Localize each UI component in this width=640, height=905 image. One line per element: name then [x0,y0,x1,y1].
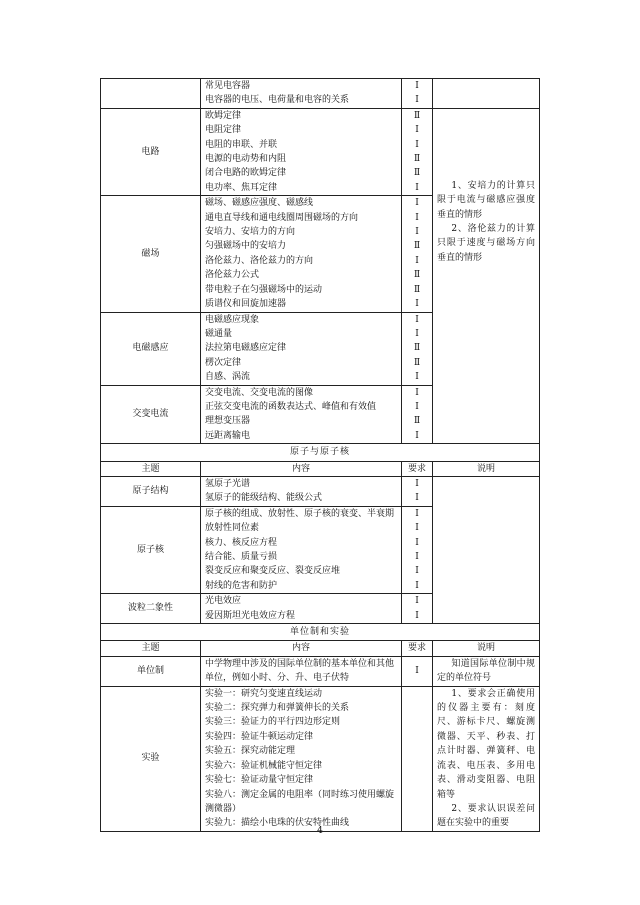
level-cell [402,385,433,444]
header-note: 说明 [433,461,540,476]
level-item: Ⅰ [415,328,419,339]
content-item: 实验七：验证动量守恒定律 [205,775,314,786]
content-item: 磁通量 [205,328,233,339]
content-item: 洛伦兹力、洛伦兹力的方向 [205,255,314,266]
header-note: 说明 [433,641,540,656]
level-item: Ⅰ [415,255,419,266]
section-title-row [101,444,540,461]
syllabus-table [100,78,540,832]
level-item: Ⅱ [413,110,421,121]
content-item: 核力、核反应方程 [205,537,278,548]
topic-cell: 电磁感应 [101,312,201,385]
level-item: Ⅰ [415,227,419,238]
level-item: Ⅰ [415,596,419,607]
content-item: 通电直导线和通电线圈周围磁场的方向 [205,212,359,223]
header-row [101,461,540,476]
section-title: 原子与原子核 [101,444,540,461]
content-cell [201,312,402,385]
content-cell [201,506,402,593]
table-row [101,656,540,686]
level-cell [402,594,433,624]
content-item: 电容器的电压、电荷量和电容的关系 [205,95,350,106]
level-item: Ⅰ [415,81,419,92]
content-item: 氢原子光谱 [205,478,251,489]
note-cell [433,79,540,109]
topic-cell: 原子核 [101,506,201,593]
content-item: 实验三：验证力的平行四边形定则 [205,717,341,728]
level-item: Ⅰ [415,537,419,548]
content-cell [201,594,402,624]
topic-cell: 磁场 [101,196,201,312]
level-item: Ⅰ [415,372,419,383]
content-item: 光电效应 [205,596,242,607]
level-cell [402,108,433,195]
level-item: Ⅰ [415,387,419,398]
syllabus-sheet [100,78,539,832]
level-item: Ⅰ [415,125,419,136]
note-cell [433,108,540,443]
level-cell [402,312,433,385]
table-row [101,476,540,506]
note-paragraph: 2、要求认识误差问题在实验中的重要 [437,803,535,829]
content-item: 交变电流、交变电流的图像 [205,387,314,398]
content-item: 带电粒子在匀强磁场中的运动 [205,284,323,295]
content-item: 电源的电动势和内阻 [205,154,287,165]
header-content: 内容 [201,641,402,656]
topic-cell: 电路 [101,108,201,195]
topic-cell: 实验 [101,686,201,831]
table-row [101,686,540,831]
level-cell [402,476,433,506]
content-item: 实验八：测定金属的电阻率（同时练习使用螺旋测微器） [205,789,395,814]
level-item: Ⅰ [415,566,419,577]
level-item: Ⅰ [415,212,419,223]
header-topic: 主题 [101,641,201,656]
content-item: 电阻定律 [205,125,242,136]
level-cell [402,506,433,593]
level-item: Ⅰ [415,430,419,441]
content-item: 原子核的组成、放射性、原子核的衰变、半衰期 [205,508,395,519]
syllabus-table-body [101,79,540,832]
level-cell [402,686,433,831]
content-item: 常见电容器 [205,81,251,91]
level-item: Ⅰ [415,523,419,534]
content-cell [201,79,402,109]
level-item: Ⅰ [415,508,419,519]
content-item: 安培力、安培力的方向 [205,227,296,238]
content-item: 磁场、磁感应强度、磁感线 [205,198,314,209]
content-item: 实验九：描绘小电珠的伏安特性曲线 [205,818,350,829]
level-cell [402,196,433,312]
topic-cell [101,79,201,109]
level-cell: Ⅰ [402,656,433,686]
content-item: 中学物理中涉及的国际单位制的基本单位和其他单位，例如小时、分、升、电子伏特 [205,658,395,684]
level-item: Ⅱ [413,154,421,165]
level-item: Ⅰ [415,299,419,310]
level-item: Ⅰ [415,401,419,412]
header-topic: 主题 [101,461,201,476]
content-item: 实验一：研究匀变速直线运动 [205,688,323,699]
content-item: 射线的危害和防护 [205,580,278,591]
content-cell [201,656,402,686]
header-row [101,641,540,656]
content-item: 理想变压器 [205,416,251,427]
level-item: Ⅱ [413,284,421,295]
level-item: Ⅰ [415,478,419,489]
level-item: Ⅰ [415,580,419,591]
level-item: Ⅰ [415,610,419,621]
content-item: 电磁感应现象 [205,314,260,325]
content-cell [201,385,402,444]
level-item: Ⅰ [415,552,419,562]
note-paragraph: 1、要求会正确使用的仪器主要有：刻度尺、游标卡尺、螺旋测微器、天平、秒表、打点计时器、弹簧秤、电流表、电压表、多用电表、滑动变阻器、电阻箱等 [437,688,535,800]
content-item: 电功率、焦耳定律 [205,182,278,193]
level-item: Ⅱ [413,343,421,354]
note-paragraph: 知道国际单位制中规定的单位符号 [437,658,535,684]
note-cell [433,476,540,623]
content-item: 远距离输电 [205,430,251,441]
header-content: 内容 [201,461,402,476]
content-item: 法拉第电磁感应定律 [205,343,287,354]
content-item: 放射性同位素 [205,523,260,534]
level-item: Ⅰ [415,139,419,150]
content-item: 裂变反应和聚变反应、裂变反应堆 [205,566,341,577]
level-item: Ⅰ [415,493,419,504]
topic-cell: 波粒二象性 [101,594,201,624]
content-item: 实验四：验证牛顿运动定律 [205,731,314,742]
content-item: 正弦交变电流的函数表达式、峰值和有效值 [205,401,377,412]
table-row [101,79,540,109]
header-level: 要求 [402,461,433,476]
content-item: 电阻的串联、并联 [205,139,278,150]
level-item: Ⅰ [415,198,419,209]
level-item: Ⅰ [415,182,419,193]
content-item: 结合能、质量亏损 [205,552,278,562]
content-cell [201,108,402,195]
level-item: Ⅰ [415,95,419,106]
level-item: Ⅱ [413,168,421,179]
note-paragraph: 2、洛伦兹力的计算只限于速度与磁场方向垂直的情形 [437,224,535,263]
content-item: 氢原子的能级结构、能级公式 [205,493,323,504]
section-title: 单位制和实验 [101,624,540,641]
content-item: 匀强磁场中的安培力 [205,241,287,252]
table-row [101,108,540,195]
content-item: 实验五：探究动能定理 [205,746,296,757]
content-item: 实验二：探究弹力和弹簧伸长的关系 [205,703,350,714]
content-item: 实验六：验证机械能守恒定律 [205,760,323,771]
page-number: 4 [317,826,323,836]
note-cell [433,686,540,831]
content-item: 质谱仪和回旋加速器 [205,299,287,310]
topic-cell: 原子结构 [101,476,201,506]
content-item: 欧姆定律 [205,110,242,121]
level-item: Ⅱ [413,357,421,368]
level-item: Ⅱ [413,241,421,252]
content-item: 自感、涡流 [205,372,251,383]
topic-cell: 交变电流 [101,385,201,444]
note-cell [433,656,540,686]
content-item: 楞次定律 [205,357,242,368]
content-cell [201,476,402,506]
content-cell [201,686,402,831]
section-title-row [101,624,540,641]
level-item: Ⅱ [413,270,421,281]
header-level: 要求 [402,641,433,656]
note-paragraph: 1、安培力的计算只限于电流与磁感应强度垂直的情形 [437,180,535,220]
content-cell [201,196,402,312]
level-item: Ⅱ [413,416,421,427]
topic-cell: 单位制 [101,656,201,686]
content-item: 洛伦兹力公式 [205,270,260,281]
level-item: Ⅰ [415,314,419,325]
content-item: 爱因斯坦光电效应方程 [205,610,296,621]
content-item: 闭合电路的欧姆定律 [205,168,287,179]
level-cell [402,79,433,109]
